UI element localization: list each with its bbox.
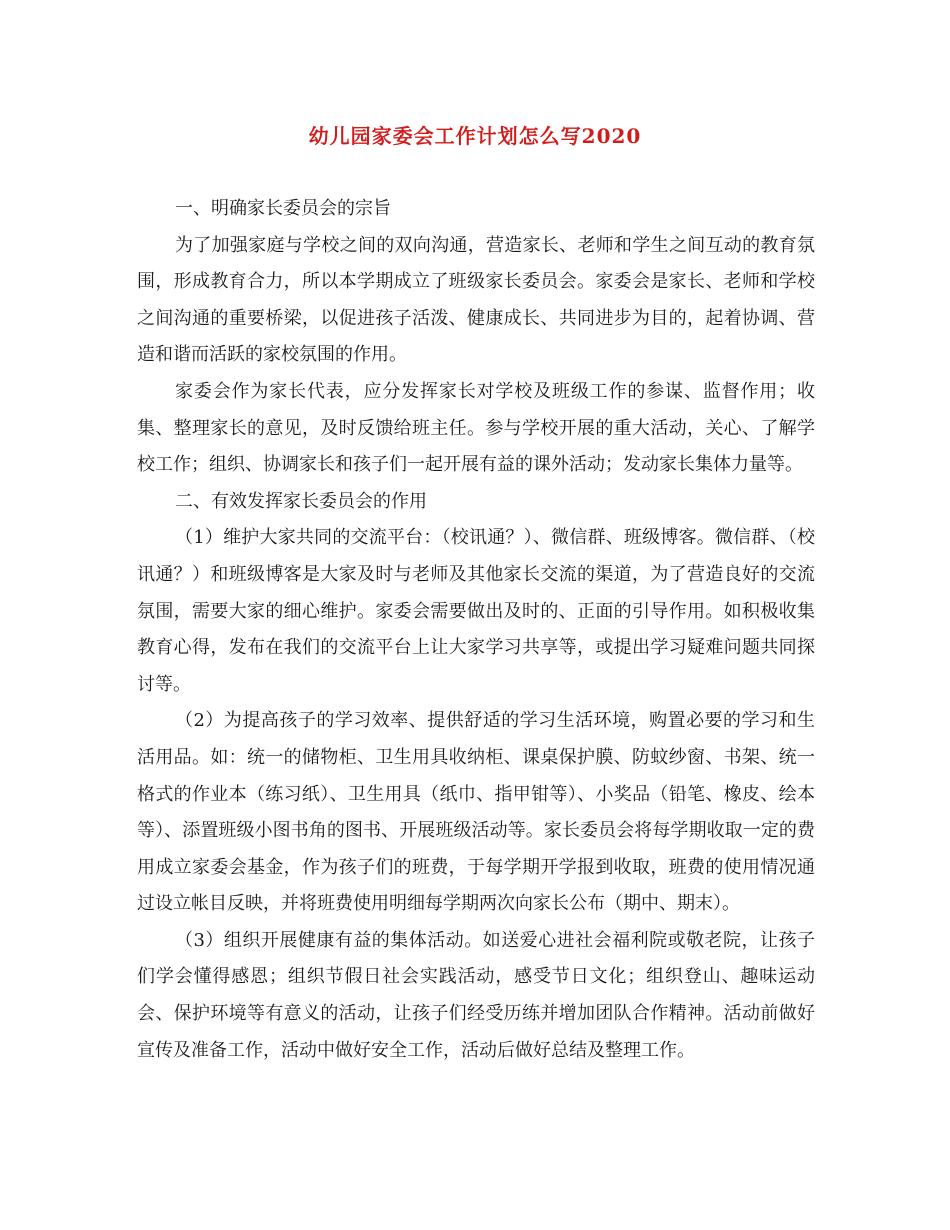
paragraph: （2）为提高孩子的学习效率、提供舒适的学习生活环境，购置必要的学习和生活用品。如：统一的储物柜、卫生用具收纳柜、课桌保护膜、防蚊纱窗、书架、统一格式的作业本（练习纸）、卫生用具（纸巾、指甲钳等）、小奖品（铅笔、橡皮、绘本等）、添置班级小图书角的图书、开展班级活动等。家长委员会将每学期收取一定的费用成立家委会基金，作为孩子们的班费，于每学期开学报到收取，班费的使用情况通过设立帐目反映，并将班费使用明细每学期两次向家长公布（期中、期末）。: [137, 710, 815, 915]
section-heading-2: 二、有效发挥家长委员会的作用: [175, 490, 427, 512]
document-body: [137, 191, 815, 1069]
document-title: 幼儿园家委会工作计划怎么写2020: [308, 124, 642, 148]
paragraph: （3）组织开展健康有益的集体活动。如送爱心进社会福利院或敬老院，让孩子们学会懂得感恩；组织节假日社会实践活动，感受节日文化；组织登山、趣味运动会、保护环境等有意义的活动，让孩子们经受历练并增加团队合作精神。活动前做好宣传及准备工作，活动中做好安全工作，活动后做好总结及整理工作。: [137, 929, 815, 1061]
paragraph: 为了加强家庭与学校之间的双向沟通，营造家长、老师和学生之间互动的教育氛围，形成教育合力，所以本学期成立了班级家长委员会。家委会是家长、老师和学校之间沟通的重要桥梁，以促进孩子活泼、健康成长、共同进步为目的，起着协调、营造和谐而活跃的家校氛围的作用。: [137, 234, 815, 366]
section-heading-1: 一、明确家长委员会的宗旨: [175, 198, 391, 219]
paragraph: 家委会作为家长代表，应分发挥家长对学校及班级工作的参谋、监督作用；收集、整理家长的意见，及时反馈给班主任。参与学校开展的重大活动，关心、了解学校工作；组织、协调家长和孩子们一起开展有益的课外活动；发动家长集体力量等。: [137, 380, 815, 476]
paragraph: （1）维护大家共同的交流平台：（校讯通？）、微信群、班级博客。微信群、（校讯通？）和班级博客是大家及时与老师及其他家长交流的渠道，为了营造良好的交流氛围，需要大家的细心维护。家委会需要做出及时的、正面的引导作用。如积极收集教育心得，发布在我们的交流平台上让大家学习共享等，或提出学习疑难问题共同探讨等。: [137, 527, 815, 695]
